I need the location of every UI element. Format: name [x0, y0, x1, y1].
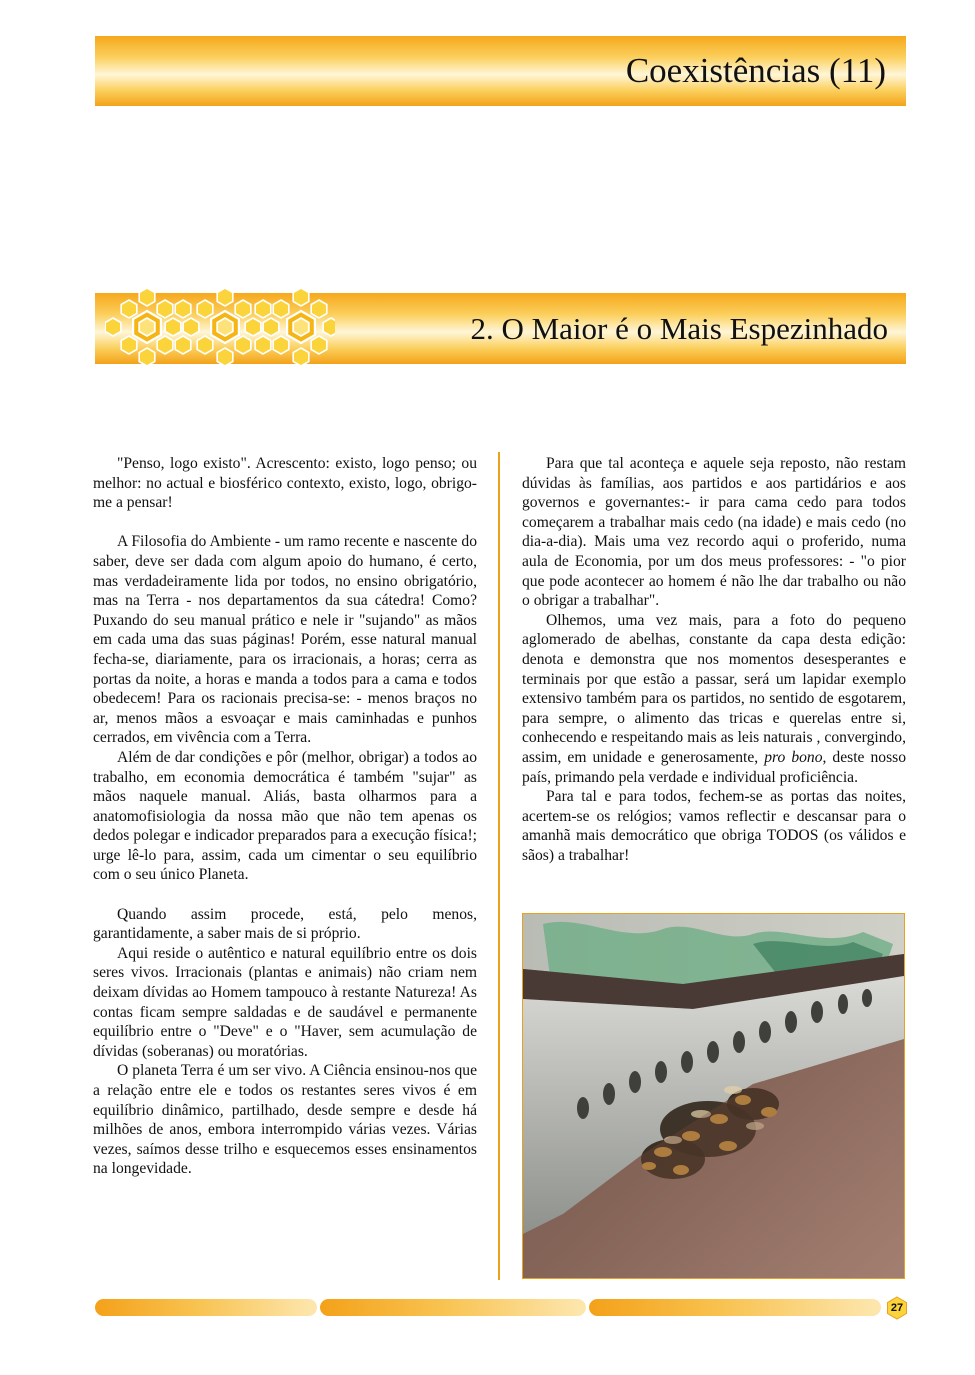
- page-number: 27: [890, 1302, 904, 1314]
- article-right-column: [522, 454, 906, 865]
- paragraph: [522, 611, 906, 787]
- paragraph: Além de dar condições e pôr (melhor, obrigar) a todos ao trabalho, em economia democrática é também "sujar" as mãos naquele manual. Aliás, basta olharmos para a anatomofisiologia da nossa mão que não tem apenas os dedos polegar e indicador preparados para a execução física!; urge lê-lo para, assim, cada um cimentar o seu equilíbrio com o seu único Planeta.: [93, 748, 477, 884]
- paragraph: "Penso, logo existo". Acrescento: existo, logo penso; ou melhor: no actual e biosférico contexto, existo, logo, obrigo-me a pensar!: [93, 455, 477, 512]
- paragraph: Para tal e para todos, fechem-se as portas das noites, acertem-se os relógios; vamos reflectir e descansar para o amanhã mais democrático que obriga TODOS (os válidos e sãos) a trabalhar!: [522, 788, 906, 864]
- footer-bar: [95, 1299, 317, 1316]
- page-title: Coexistências (11): [625, 51, 886, 90]
- bees-at-hive-entrance-photo-icon: [523, 914, 904, 1278]
- footer-bar: [589, 1299, 881, 1316]
- header-band: [95, 36, 906, 106]
- page-number-badge: [885, 1296, 909, 1320]
- paragraph-text: Olhemos, uma vez mais, para a foto do pequeno aglomerado de abelhas, constante da capa desta edição: denota e demonstra que nos momentos desesperantes e terminais por que estão a passar, será um lapidar exemplo extensivo também para os partidos, no sentido de esgotarem, para sempre, o alimento das tricas e querelas entre si, conhecendo e respeitando mais as leis naturais , convergindo, assim, em unidade e generosamente,: [522, 611, 906, 766]
- paragraph: Para que tal aconteça e aquele seja reposto, não restam dúvidas às famílias, aos partidos e aos partidários e aos governos e governantes:- ir para cama cedo para todos começarem a trabalhar mais cedo (na idade) e mais cedo (no dia-a-dia). Mais uma vez recordo aqui o proferido, numa aula de Economia, por um dos meus professores: - "o pior que pode acontecer ao homem é não lhe dar trabalho ou não o obrigar a trabalhar".: [522, 455, 906, 610]
- paragraph: A Filosofia do Ambiente - um ramo recente e nascente do saber, deve ser dada com algum apoio do humano, é certo, mas verdadeiramente lida por todos, no ensino obrigatório, mas na Terra - nos departamentos da sua cátedra! Como? Puxando do seu manual prático e nele ir "sujando" as mãos em cada uma das suas páginas! Porém, esse natural manual fecha-se, diariamente, para os irracionais, a horas; cerra as portas da noite, a horas e manda a todos para a cama e todos obedecem! Para os racionais precisa-se: - menos braços no ar, menos mãos a esvoaçar e mais caminhadas e punhos cerrados, em vivência com a Terra.: [93, 533, 477, 747]
- honeycomb-icon: [105, 287, 335, 369]
- column-divider: [498, 452, 500, 1280]
- paragraph: Quando assim procede, está, pelo menos, garantidamente, a saber mais de si próprio.: [93, 905, 477, 943]
- paragraph-text: , deste nosso país, primando pela verdade e individual proficiência.: [522, 748, 907, 786]
- section-band: [95, 293, 906, 364]
- article-left-column: [93, 454, 477, 1179]
- bees-photo: [522, 913, 905, 1279]
- section-title: 2. O Maior é o Mais Espezinhado: [470, 310, 888, 346]
- paragraph: Aqui reside o autêntico e natural equilíbrio entre os dois seres vivos. Irracionais (plantas e animais) não criam nem deixam dívidas ao Homem tampouco à restante Natureza! As contas ficam sempre saldadas e de saudável e permanente equilíbrio entre o "Deve" e o "Haver, sem acumulação de dívidas (soberanas) ou moratórias.: [93, 944, 477, 1060]
- footer-bar: [320, 1299, 586, 1316]
- emphasis-text: pro bono: [764, 748, 823, 766]
- paragraph: O planeta Terra é um ser vivo. A Ciência ensinou-nos que a relação entre ele e todos os restantes seres vivos é em equilíbrio dinâmico, partilhado, desde sempre e desde há milhões de anos, embora interrompido várias vezes. Várias vezes, saímos desse trilho e esquecemos esses ensinamentos na longevidade.: [93, 1062, 477, 1178]
